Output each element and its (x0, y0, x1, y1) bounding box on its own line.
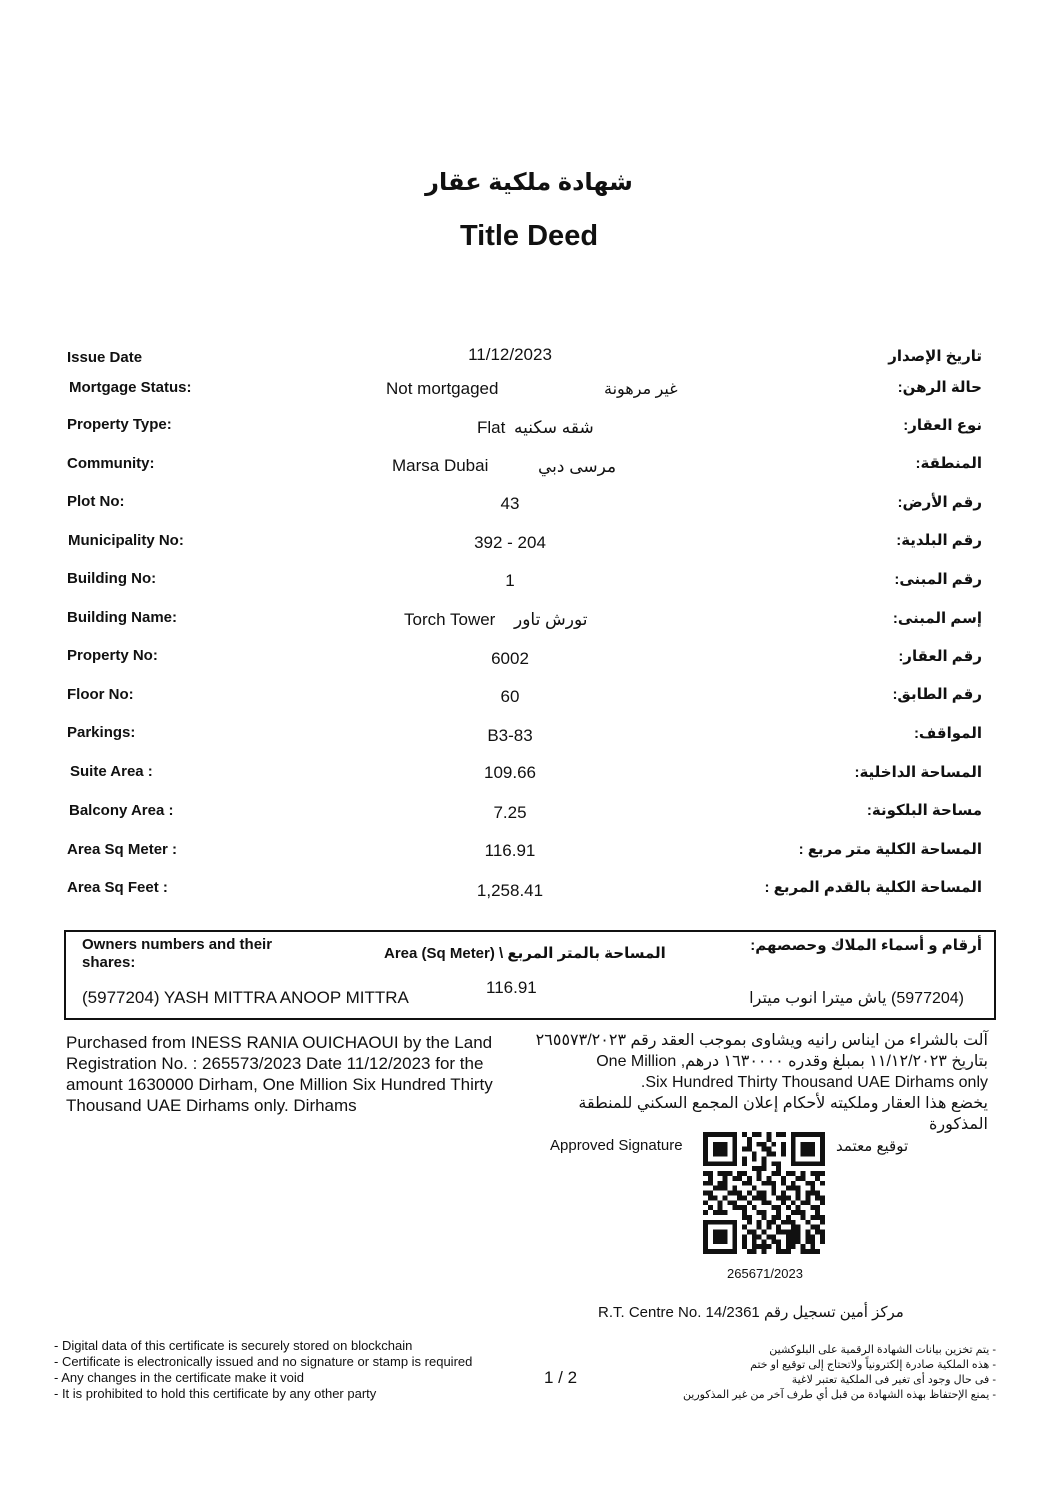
suite-area-label-ar: المساحة الداخلية: (854, 764, 982, 781)
footer-note: - Digital data of this certificate is securely stored on blockchain (54, 1338, 413, 1353)
purchase-ar-line: Six Hundred Thirty Thousand UAE Dirhams only. (640, 1074, 988, 1091)
title-arabic: شهادة ملكية عقار (425, 169, 633, 196)
purchase-ar-line: بتاريخ ١١/١٢/٢٠٢٣ بمبلغ وقدره ١٦٣٠٠٠٠ درهم, One Million (596, 1053, 988, 1070)
mortgage-status-value-ar: غير مرهونة (604, 381, 678, 398)
rt-centre-number: R.T. Centre No. 14/2361 مركز أمين تسجيل رقم (598, 1304, 904, 1321)
area-sq-feet-label-ar: المساحة الكلية بالقدم المربع : (764, 879, 982, 896)
owners-header-area: Area (Sq Meter) \ المساحة بالمتر المربع (384, 945, 666, 962)
community-value-ar: مرسى دبي (538, 457, 617, 476)
page-number: 1 / 2 (544, 1368, 578, 1387)
municipality-no-label-ar: رقم البلدية: (896, 532, 982, 549)
area-sq-meter-label-ar: المساحة الكلية متر مربع : (798, 841, 982, 858)
parkings-label: Parkings: (67, 724, 136, 741)
plot-no-value: 43 (500, 494, 520, 513)
floor-no-label-ar: رقم الطابق: (892, 686, 982, 703)
approved-signature-label: Approved Signature (550, 1137, 683, 1154)
owners-table (64, 930, 996, 1020)
property-type-value: Flat (477, 418, 506, 437)
footer-note-ar: - يمنع الإحتفاظ بهذه الشهادة من قبل أي طرف آخر من غير المذكورين (682, 1389, 996, 1401)
community-value: Marsa Dubai (392, 456, 489, 475)
footer-note: - Any changes in the certificate make it void (54, 1370, 305, 1385)
floor-no-value: 60 (500, 687, 520, 706)
plot-no-label-ar: رقم الأرض: (897, 494, 982, 511)
issue-date-value: 11/12/2023 (468, 345, 552, 364)
mortgage-status-label-ar: حالة الرهن: (897, 379, 982, 396)
area-sq-feet-value: 1,258.41 (476, 881, 544, 900)
property-no-value: 6002 (491, 649, 529, 668)
community-label-ar: المنطقة: (915, 455, 982, 472)
suite-area-label: Suite Area : (70, 763, 153, 780)
footer-note-ar: - فى حال وجود أى تغير فى الملكية تعتبر لاغية (791, 1374, 996, 1386)
owner-area: 116.91 (486, 978, 537, 997)
footer-notes-en (54, 1338, 472, 1402)
owner-name-en: (5977204) YASH MITTRA ANOOP MITTRA (82, 988, 409, 1007)
building-no-label-ar: رقم المبنى: (894, 571, 982, 588)
balcony-area-label: Balcony Area : (69, 802, 174, 819)
purchase-ar-line: آلت بالشراء من ايناس رانيه ويشاوى بموجب العقد رقم ٢٦٥٥٧٣/٢٠٢٣ (535, 1032, 988, 1049)
issue-date-label: Issue Date (67, 349, 143, 366)
footer-note: - It is prohibited to hold this certificate by any other party (54, 1386, 377, 1401)
parkings-value: B3-83 (487, 726, 533, 745)
building-name-value: Torch Tower (404, 610, 496, 629)
property-no-label: Property No: (67, 647, 158, 664)
suite-area-value: 109.66 (484, 763, 536, 782)
balcony-area-label-ar: مساحة البلكونة: (866, 802, 982, 819)
floor-no-label: Floor No: (67, 686, 134, 703)
mortgage-status-value: Not mortgaged (386, 379, 499, 398)
qr-code-icon (703, 1132, 825, 1254)
title-english: Title Deed (459, 220, 599, 252)
owners-header-ar: أرقام و أسماء الملاك وحصصهم: (750, 937, 982, 954)
purchase-statement-ar (528, 1030, 988, 1135)
balcony-area-value: 7.25 (493, 803, 527, 822)
qr-code-number: 265671/2023 (727, 1266, 803, 1281)
mortgage-status-label: Mortgage Status: (69, 379, 192, 396)
footer-note: - Certificate is electronically issued and no signature or stamp is required (54, 1354, 473, 1369)
building-name-label: Building Name: (67, 609, 178, 626)
building-no-label: Building No: (67, 570, 157, 587)
area-sq-feet-label: Area Sq Feet : (67, 879, 168, 896)
plot-no-label: Plot No: (67, 493, 125, 510)
owner-name-ar: (5977204) ياش ميترا انوب ميترا (749, 990, 964, 1007)
parkings-label-ar: المواقف: (913, 725, 982, 742)
area-sq-meter-value: 116.91 (484, 841, 536, 860)
area-sq-meter-label: Area Sq Meter : (67, 841, 178, 858)
footer-note-ar: - هذه الملكية صادرة إلكترونياً ولاتحتاج إلى توقيع او ختم (750, 1359, 996, 1371)
property-type-label-ar: نوع العقار: (903, 417, 982, 434)
building-name-value-ar: تورش تاور (514, 610, 588, 629)
property-no-label-ar: رقم العقار: (898, 648, 982, 665)
purchase-statement-en: Purchased from INESS RANIA OUICHAOUI by the Land Registration No. : 265573/2023 Date 11/12/2023 for the amount 1630000 Dirham, One Million Six Hundred Thirty Thousand UAE Dirhams only. Dirhams (66, 1033, 493, 1115)
municipality-no-value: 392 - 204 (474, 533, 546, 552)
municipality-no-label: Municipality No: (68, 532, 184, 549)
property-type-label: Property Type: (67, 416, 172, 433)
purchase-ar-line: يخضع هذا العقار وملكيته لأحكام إعلان المجمع السكني للمنطقة المذكورة (578, 1095, 988, 1133)
owners-header-en: Owners numbers and their shares: (82, 936, 273, 971)
footer-note-ar: - يتم تخزين بيانات الشهادة الرقمية على البلوكشين (769, 1344, 996, 1356)
property-type-value-ar: شقه سكنيه (514, 418, 594, 437)
building-no-value: 1 (505, 571, 515, 590)
building-name-label-ar: إسم المبنى: (892, 610, 982, 627)
issue-date-label-ar: تاريخ الإصدار (888, 348, 982, 365)
approved-signature-label-ar: توقيع معتمد (836, 1138, 909, 1155)
footer-notes-ar (683, 1343, 996, 1403)
community-label: Community: (67, 455, 155, 472)
